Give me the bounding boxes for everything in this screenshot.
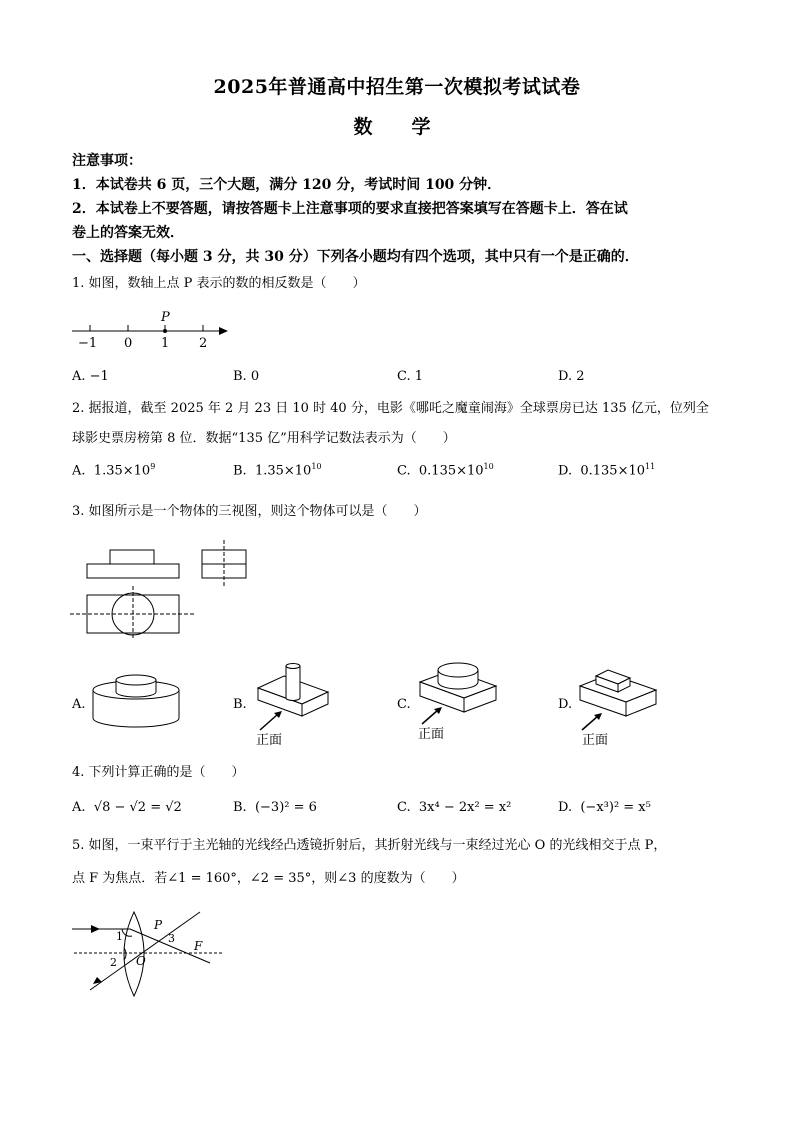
q3-option-d[interactable]: D.	[558, 697, 573, 712]
q1-tick-label: 0	[124, 336, 133, 351]
q3-option-c-figure[interactable]	[412, 654, 508, 746]
notice-item-1: 1．本试卷共 6 页，三个大题，满分 120 分，考试时间 100 分钟．	[72, 177, 502, 193]
q2-option-b[interactable]: B. $1.35\times 10^{10}$	[233, 462, 322, 479]
q1-option-a[interactable]: A. −1	[72, 369, 109, 384]
q2-option-d[interactable]: D. $0.135\times 10^{11}$	[558, 462, 656, 479]
q3-option-a[interactable]: A.	[72, 697, 86, 712]
q3-option-a-figure[interactable]	[88, 670, 184, 732]
q5-angle-3: 3	[168, 932, 175, 945]
q1-tick-label: 2	[199, 336, 208, 351]
q4-option-a[interactable]: A. √8 − √2 = √2	[72, 800, 182, 815]
q1-number-line	[66, 306, 236, 354]
section-1-heading: 一、选择题（每小题 3 分，共 30 分）下列各小题均有四个选项，其中只有一个是正确的．	[72, 249, 639, 265]
q1-tick-label: 1	[161, 336, 170, 351]
q3-option-b[interactable]: B.	[233, 697, 247, 712]
q5-angle-1: 1	[116, 930, 123, 943]
q1-stem: 1. 如图，数轴上点 P 表示的数的相反数是（ ）	[72, 276, 366, 291]
q3-three-views	[66, 536, 256, 641]
exam-title: 2025年普通高中招生第一次模拟考试试卷	[213, 76, 581, 98]
q3-option-d-figure[interactable]	[574, 658, 666, 748]
q1-option-c[interactable]: C. 1	[397, 369, 424, 384]
q5-label-o: O	[136, 954, 146, 968]
notice-item-2-cont: 卷上的答案无效．	[72, 225, 184, 241]
q5-stem-cont: 点 F 为焦点．若∠1 = 160°，∠2 = 35°，则∠3 的度数为（ ）	[72, 871, 465, 886]
q5-label-f: F	[194, 939, 203, 953]
q4-stem: 4. 下列计算正确的是（ ）	[72, 765, 245, 780]
q4-option-b[interactable]: B. (−3)² = 6	[233, 800, 317, 815]
q5-angle-2: 2	[110, 956, 117, 969]
notice-heading: 注意事项：	[72, 153, 142, 169]
q3-option-c[interactable]: C.	[397, 697, 411, 712]
subject-title: 数 学	[353, 116, 441, 138]
q1-point-label: P	[161, 310, 170, 325]
q1-option-d[interactable]: D. 2	[558, 369, 585, 384]
q4-option-c[interactable]: C. 3x⁴ − 2x² = x²	[397, 800, 512, 815]
q1-option-b[interactable]: B. 0	[233, 369, 260, 384]
q2-option-c[interactable]: C. $0.135\times 10^{10}$	[397, 462, 494, 479]
q5-stem: 5. 如图，一束平行于主光轴的光线经凸透镜折射后，其折射光线与一束经过光心 O 的光线相交于点 P，	[72, 838, 667, 853]
q3-option-b-figure[interactable]	[250, 658, 340, 748]
q2-option-a[interactable]: A. $1.35\times 10^9$	[72, 462, 156, 479]
q3-front-label: 正面	[582, 733, 609, 748]
q3-stem: 3. 如图所示是一个物体的三视图，则这个物体可以是（ ）	[72, 504, 427, 519]
q4-option-d[interactable]: D. (−x³)² = x⁵	[558, 800, 651, 815]
q5-label-p: P	[154, 918, 163, 932]
q3-front-label: 正面	[256, 733, 283, 748]
q5-lens-figure	[66, 908, 232, 1004]
q2-stem-cont: 球影史票房榜第 8 位．数据“135 亿”用科学记数法表示为（ ）	[72, 431, 456, 446]
q2-stem: 2. 据报道，截至 2025 年 2 月 23 日 10 时 40 分，电影《哪吒之魔童闹海》全球票房已达 135 亿元，位列全	[72, 401, 709, 416]
q1-tick-label: −1	[78, 336, 98, 351]
notice-item-2: 2．本试卷上不要答题，请按答题卡上注意事项的要求直接把答案填写在答题卡上．答在试	[72, 201, 628, 217]
q3-front-label: 正面	[418, 727, 445, 742]
